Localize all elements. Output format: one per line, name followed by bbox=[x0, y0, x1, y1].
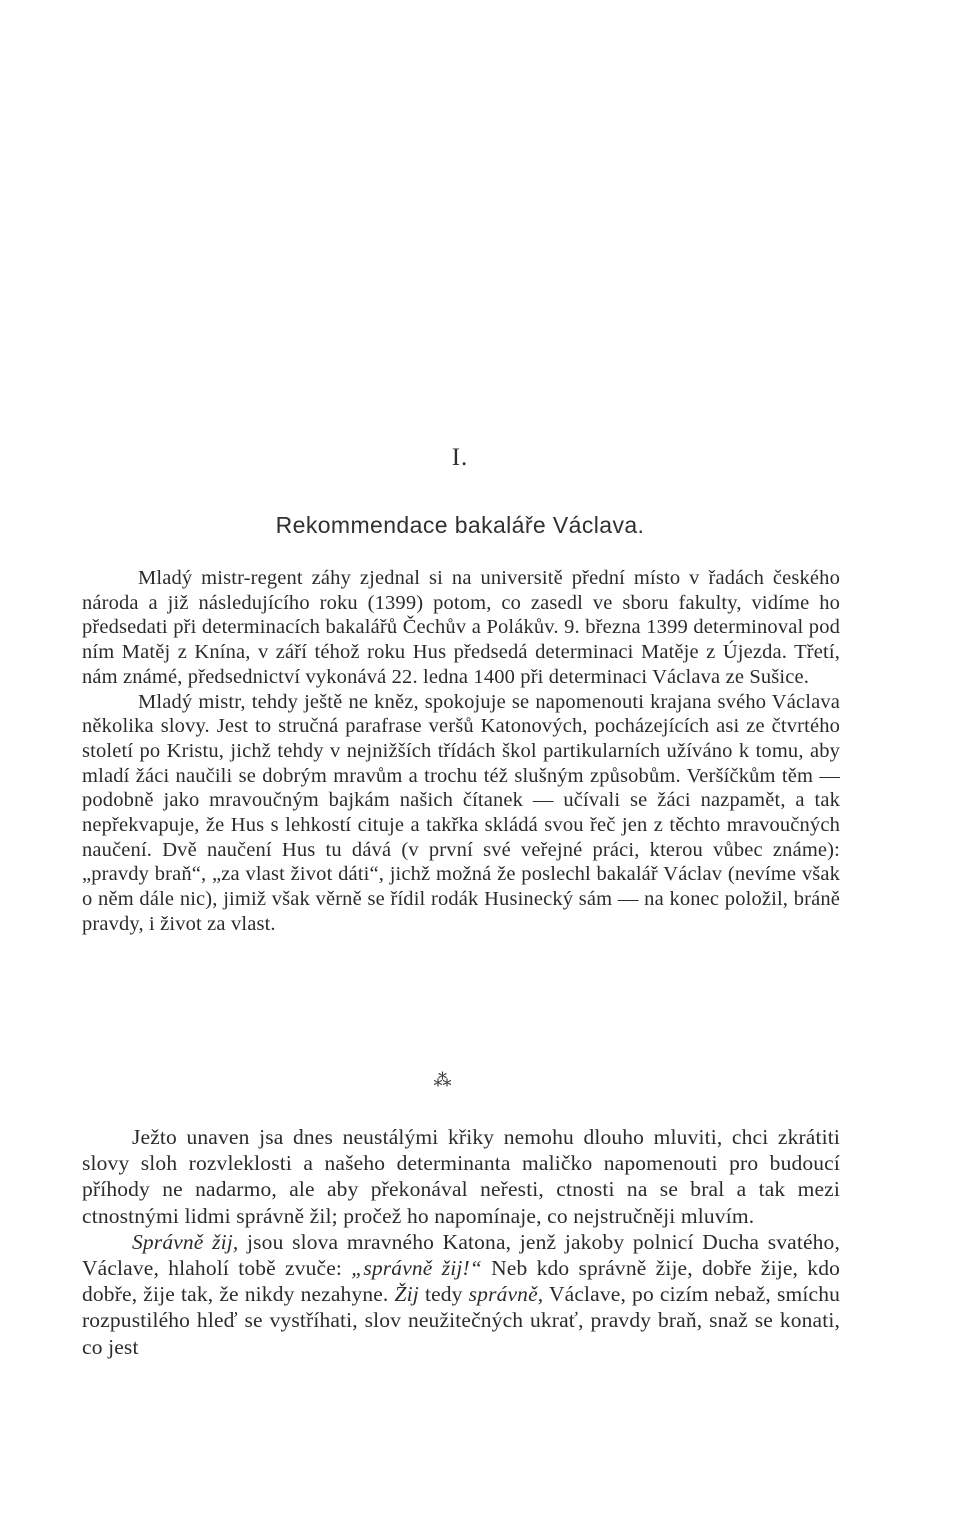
section-one bbox=[82, 566, 840, 937]
paragraph-two-text-three: tedy bbox=[418, 1282, 469, 1307]
italic-phrase-spravne: správně, bbox=[468, 1282, 544, 1307]
section-one-paragraph-one: Mladý mistr-regent záhy zjednal si na universitě přední místo v řadách českého národa a již následujícího roku (1399) potom, co zasedl ve sboru fakulty, vidíme ho předsedati při determinacích bakalářů Čechův a Polákův. 9. března 1399 determinoval pod ním Matěj z Knína, v září téhož roku Hus předsedá determinaci Matěje z Újezda. Třetí, nám známé, předsednictví vykonává 22. ledna 1400 při determinaci Václava ze Sušice. bbox=[82, 567, 840, 688]
chapter-title: Rekommendace bakaláře Václava. bbox=[275, 512, 645, 538]
section-two-paragraph-two bbox=[82, 1229, 840, 1360]
italic-phrase-ziv: Žij bbox=[394, 1282, 419, 1307]
section-two-paragraph-one: Ježto unaven jsa dnes neustálými křiky nemohu dlouho mluviti, chci zkrátiti slovy sloh rozvleklosti a našeho determinanta maličko napomenouti pro budoucí příhody ne nadarmo, ale aby překonával neřesti, ctnosti na se bral a tak mezi ctnostnými lidmi správně žil; pročež ho napomínaje, co nejstručněji mluvím. bbox=[82, 1125, 840, 1228]
section-two bbox=[82, 1124, 840, 1360]
italic-phrase-spravne-ziv: Správně žij, bbox=[132, 1229, 239, 1254]
paragraph-two-text-four: Václave, po cizím nebaž, smíchu rozpustilého hleď se vystříhati, slov neužitečných ukrať, pravdy braň, snaž se konati, co jest bbox=[82, 1282, 840, 1359]
italic-phrase-quoted-command: „správně žij!“ bbox=[351, 1256, 482, 1281]
section-one-paragraph-two: Mladý mistr, tehdy ještě ne kněz, spokojuje se napomenouti krajana svého Václava několika slovy. Jest to stručná parafrase veršů Katonových, pocházejících asi ze čtvrtého století po Kristu, jichž tehdy v nejnižších třídách škol partikularních užíváno k tomu, aby mladí žáci naučili se dobrým mravům a trochu též slušným způsobům. Veršíčkům těm — podobně jako mravoučným bajkám našich čítanek — učívali se žáci nazpamět, a tak nepřekvapuje, že Hus s lehkostí cituje a takřka skládá svou řeč jen z těchto mravoučných naučení. Dvě naučení Hus tu dává (v první své veřejné práci, kterou vůbec známe): „pravdy braň“, „za vlast život dáti“, jichž možná že poslechl bakalář Václav (nevíme však o něm dále nic), jimiž však věrně se řídil rodák Husinecký sám — na konec položil, bráně pravdy, i život za vlast. bbox=[82, 690, 840, 935]
section-separator-mark: ⁂ bbox=[433, 1070, 452, 1090]
chapter-number: I. bbox=[451, 444, 469, 471]
paragraph-two-text-one: jsou slova mravného Katona, jenž jakoby polnicí Ducha svatého, Václave, hlaholí tobě zvuče: bbox=[82, 1229, 840, 1281]
paragraph-two-text-two: Neb kdo správně žije, dobře žije, kdo dobře, žije tak, že nikdy nezahyne. bbox=[82, 1256, 840, 1307]
